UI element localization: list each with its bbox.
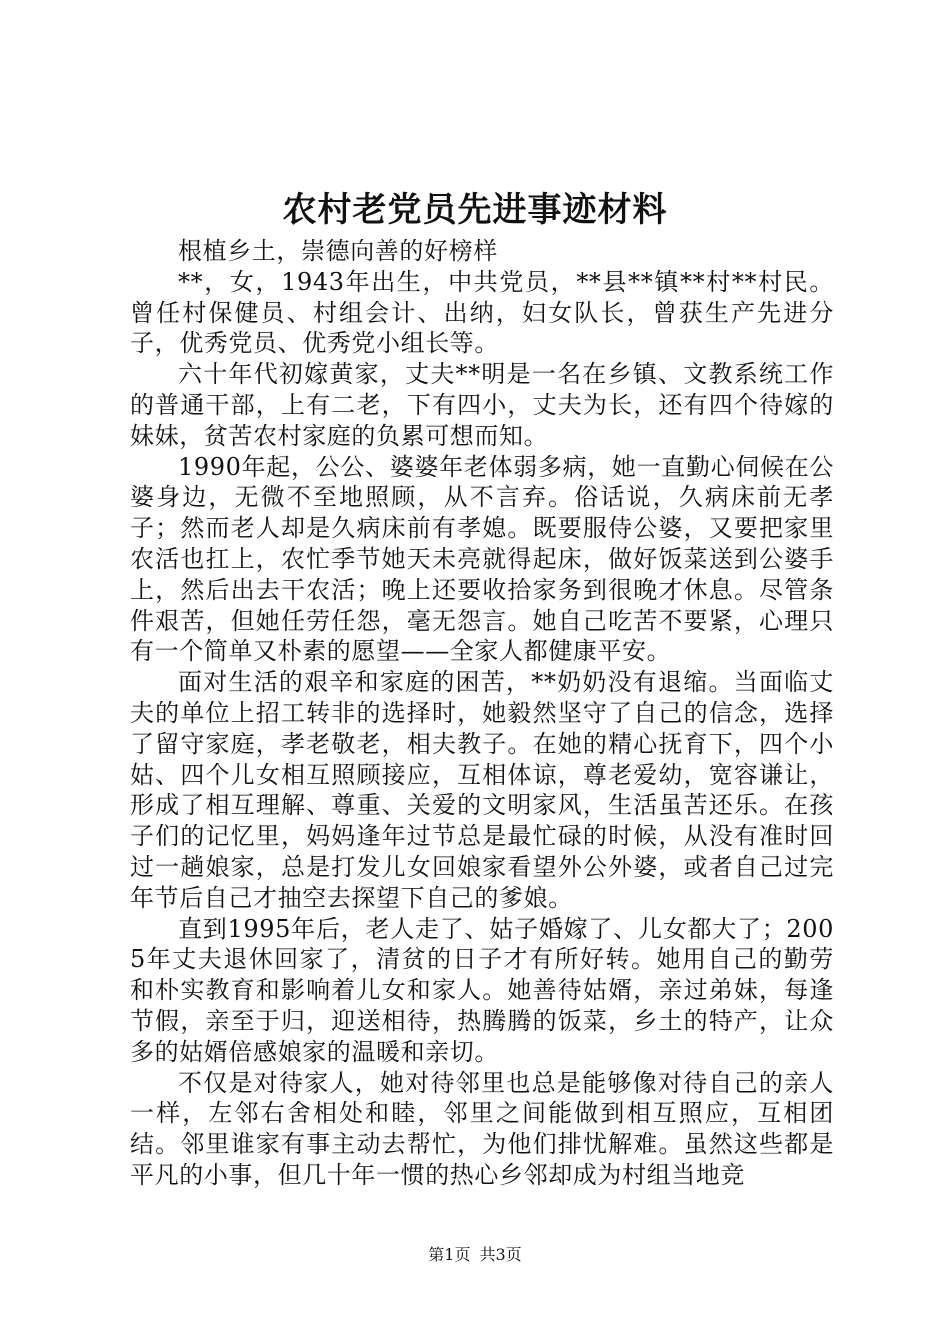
body-paragraph: 面对生活的艰辛和家庭的困苦，**奶奶没有退缩。当面临丈夫的单位上招工转非的选择时，她毅然坚守了自己的信念，选择了留守家庭，孝老敬老，相夫教子。在她的精心抚育下，四个小姑、四个儿女相互照顾接应，互相体谅，尊老爱幼，宽容谦让，形成了相互理解、尊重、关爱的文明家风，生活虽苦还乐。在孩子们的记忆里，妈妈逢年过节总是最忙碌的时候，从没有准时回过一趟娘家，总是打发儿女回娘家看望外公外婆，或者自己过完年节后自己才抽空去探望下自己的爹娘。 bbox=[130, 668, 834, 912]
subtitle-paragraph: 根植乡土，崇德向善的好榜样 bbox=[178, 237, 498, 265]
body-paragraph: 直到1995年后，老人走了、姑子婚嫁了、儿女都大了；2005年丈夫退休回家了，清贫的日子才有所好转。她用自己的勤劳和朴实教育和影响着儿女和家人。她善待姑婿，亲过弟妹，每逢节假，亲至于归，迎送相待，热腾腾的饭菜，乡土的特产，让众多的姑婿倍感娘家的温暖和亲切。 bbox=[130, 914, 834, 1066]
page-total: 共3页 bbox=[479, 1245, 522, 1264]
body-paragraph: 不仅是对待家人，她对待邻里也总是能够像对待自己的亲人一样，左邻右舍相处和睦，邻里之间能做到相互照应，互相团结。邻里谁家有事主动去帮忙，为他们排忧解难。虽然这些都是平凡的小事，但几十年一惯的热心乡邻却成为村组当地竞 bbox=[130, 1068, 834, 1189]
page-footer bbox=[0, 1244, 950, 1266]
page-number: 第1页 bbox=[428, 1245, 471, 1264]
body-paragraph: **，女，1943年出生，中共党员，**县**镇**村**村民。曾任村保健员、村组会计、出纳，妇女队长，曾获生产先进分子，优秀党员、优秀党小组长等。 bbox=[130, 267, 834, 358]
body-paragraph: 1990年起，公公、婆婆年老体弱多病，她一直勤心伺候在公婆身边，无微不至地照顾，从不言弃。俗话说，久病床前无孝子；然而老人却是久病床前有孝媳。既要服侍公婆，又要把家里农活也扛上，农忙季节她天未亮就得起床，做好饭菜送到公婆手上，然后出去干农活；晚上还要收拾家务到很晚才休息。尽管条件艰苦，但她任劳任怨，毫无怨言。她自己吃苦不要紧，心理只有一个简单又朴素的愿望——全家人都健康平安。 bbox=[130, 452, 834, 666]
document-title: 农村老党员先进事迹材料 bbox=[282, 190, 668, 230]
document-body bbox=[130, 236, 834, 1191]
body-paragraph: 六十年代初嫁黄家，丈夫**明是一名在乡镇、文教系统工作的普通干部，上有二老，下有四小，丈夫为长，还有四个待嫁的妹妹，贫苦农村家庭的负累可想而知。 bbox=[130, 360, 834, 450]
